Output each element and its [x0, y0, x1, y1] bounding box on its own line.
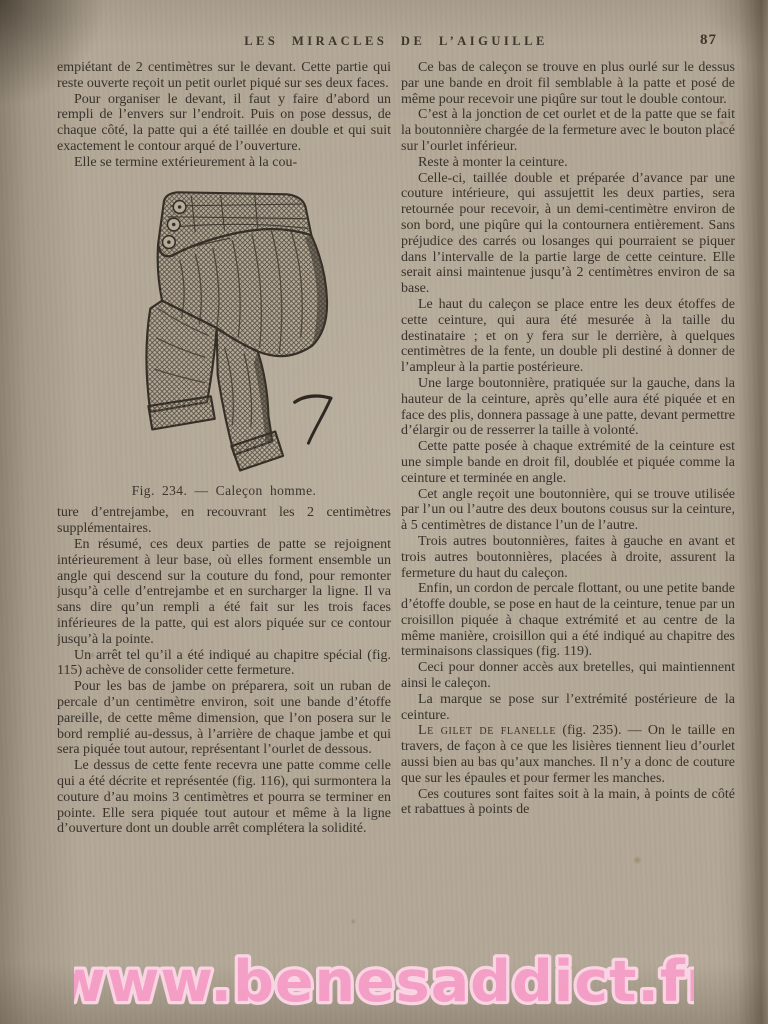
watermark-text: www.benesaddict.fr — [74, 949, 694, 1015]
paragraph: Le dessus de cette fente recevra une patte comme celle qui a été décrite et représentée (fig. 116), qui surmontera la couture d’au moins 3 centimètres et pourra se terminer en pointe. Elle sera piquée tout autour et même à la ligne d’ouverture dont un double arrêt complétera la solidité. — [57, 758, 391, 837]
paragraph: En résumé, ces deux parties de patte se rejoignent intérieurement à leur base, où elles forment ensemble un angle qui descend sur la couture du fond, pour remonter jusqu’à celle d’entrejambe et en surcharger la ligne. Il va sans dire qu’un rempli a été fait sur les trois faces inférieures de la patte, qui est alors piquée sur ce contour jusqu’à la pointe. — [57, 536, 391, 647]
paragraph: Cet angle reçoit une boutonnière, qui se trouve utilisée par l’un ou l’autre des deux boutons cousus sur la ceinture, à 5 centimètres de distance l’un de l’autre. — [401, 486, 735, 534]
running-title: LES MIRACLES DE L’AIGUILLE — [244, 34, 548, 48]
watermark — [74, 935, 694, 1024]
paragraph: Un arrêt tel qu’il a été indiqué au chapitre spécial (fig. 115) achève de consolider cette fermeture. — [57, 647, 391, 679]
paragraph: Ce bas de caleçon se trouve en plus ourlé sur le dessus par une bande en droit fil semblable à la patte et posé de même pour recevoir une piqûre sur tout le double contour. — [401, 60, 735, 107]
page-number: 87 — [700, 32, 717, 48]
paragraph: Elle se termine extérieurement à la cou- — [74, 154, 298, 170]
handwritten-mark-7 — [295, 396, 331, 443]
calecon-illustration — [123, 180, 367, 476]
page-edge — [738, 0, 768, 1024]
paragraph: Pour les bas de jambe on préparera, soit un ruban de percale d’un centimètre environ, soit une bande d’étoffe pareille, de cette même dimension, que l’on posera sur le bord remplié au-dessus, à l’arrière de chaque jambe et qui sera piquée tout autour, représentant l’ourlet de dessous. — [57, 679, 391, 758]
figure-caption: Fig. 234. — Caleçon homme. — [131, 482, 317, 498]
paragraph: Le haut du caleçon se place entre les deux étoffes de cette ceinture, qui aura été mesurée à la taille du destinataire ; et on y fera sur le derrière, à quelques centimètres de la fente, un double pli destiné à donner de l’ampleur à la partie postérieure. — [401, 296, 735, 376]
paragraph: Pour organiser le devant, il faut y faire d’abord un rempli de l’envers sur l’endroit. Puis on pose dessus, de chaque côté, la patte qui a été taillée en double et qui suit exactement le contour arqué de l’ouverture. — [57, 91, 391, 154]
section-lead: Le gilet de flanelle — [418, 723, 557, 739]
paragraph: Ceci pour donner accès aux bretelles, qui maintiennent ainsi le caleçon. — [401, 660, 735, 692]
paragraph: C’est à la jonction de cet ourlet et de la patte que se fait la boutonnière chargée de la fermeture avec le bouton placé sur l’ourlet inférieur. — [401, 107, 735, 154]
paragraph: Trois autres boutonnières, faites à gauche en avant et trois autres boutonnières, placées à droite, assurent la fermeture du haut du caleçon. — [401, 533, 735, 581]
paragraph: La marque se pose sur l’extrémité postérieure de la ceinture. — [401, 691, 735, 723]
paragraph: ture d’entrejambe, en recouvrant les 2 centimètres supplémentaires. — [57, 505, 391, 537]
paragraph: Reste à monter la ceinture. — [418, 154, 568, 170]
paragraph: Enfin, un cordon de percale flottant, ou une petite bande d’étoffe double, se pose en haut de la ceinture, tenue par un croisillon piquée à chaque extrémité et au centre de la même manière, croisillon qui a été indiqué au chapitre des terminaisons classiques (fig. 119). — [401, 581, 735, 660]
paragraph: Cette patte posée à chaque extrémité de la ceinture est une simple bande en droit fil, doublée et piquée comme la ceinture et terminée en angle. — [401, 439, 735, 486]
figure-calecon — [57, 180, 391, 499]
right-column — [401, 60, 735, 1012]
section-text: (fig. 235). — On le taille en travers, de façon à ce que les lisières tiennent lieu d’ourlet aussi bien au bas qu’aux manches. Il n’y a donc de couture que sur les épaules et pour fermer les manches. — [401, 723, 735, 786]
left-column — [57, 60, 391, 1012]
paragraph: Une large boutonnière, pratiquée sur la gauche, dans la hauteur de la ceinture, après qu’elle aura été piquée et en face des plis, donnera passage à une patte, devant permettre d’élargir ou de resserrer la taille à volonté. — [401, 375, 735, 439]
paragraph: Celle-ci, taillée double et préparée d’avance par une couture intérieure, qui assujettit les deux parties, sera retournée pour recevoir, à un demi-centimètre environ de son bord, une piqûre qui la contournera entièrement. Sans préjudice des carrés ou losanges qui pourraient se piquer dans l’intervalle de la partie large de cette ceinture. Elle serait ainsi maintenue jusqu’à 2 centimètres environ de sa base. — [401, 170, 735, 297]
paragraph: Ces coutures sont faites soit à la main, à points de côté et rabattues à points de — [401, 786, 735, 818]
paragraph-gilet — [401, 723, 735, 786]
paragraph: empiétant de 2 centimètres sur le devant. Cette partie qui reste ouverte reçoit un petit ourlet piqué sur ses deux faces. — [57, 60, 391, 91]
page-header — [57, 34, 735, 49]
